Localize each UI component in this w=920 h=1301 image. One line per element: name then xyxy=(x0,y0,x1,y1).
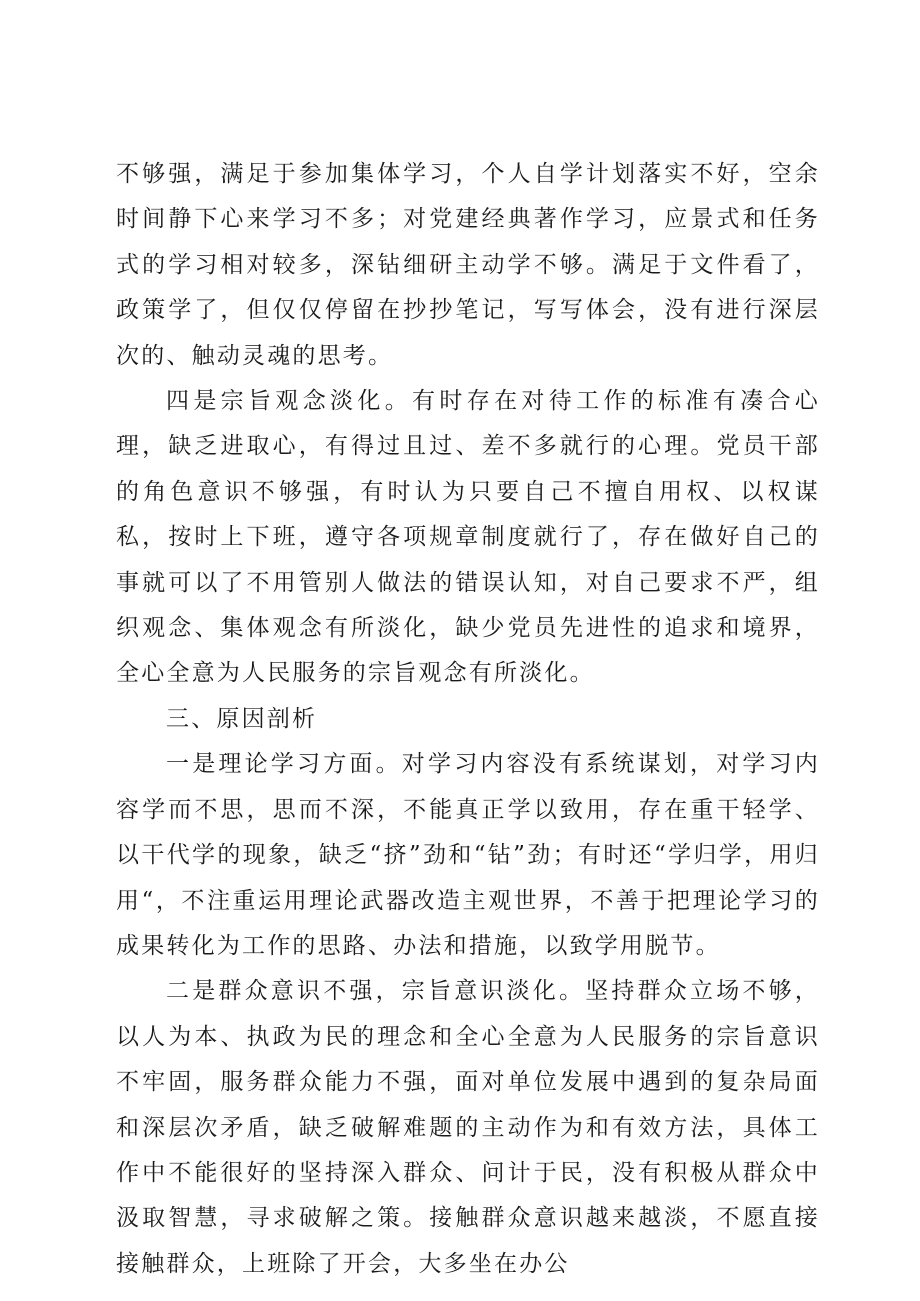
paragraph-mass-awareness: 二是群众意识不强，宗旨意识淡化。坚持群众立场不够，以人为本、执政为民的理念和全心全意为人民服务的宗旨意识不牢固，服务群众能力不强，面对单位发展中遇到的复杂局面和深层次矛盾，缺乏破解难题的主动作为和有效方法，具体工作中不能很好的坚持深入群众、问计于民，没有积极从群众中汲取智慧，寻求破解之策。接触群众意识越来越淡，不愿直接接触群众，上班除了开会，大多坐在办公 xyxy=(116,978,820,1277)
section-heading-cause-analysis: 三、原因剖析 xyxy=(166,705,318,732)
document-body xyxy=(116,152,820,1287)
paragraph-theory-study: 一是理论学习方面。对学习内容没有系统谋划，对学习内容学而不思，思而不深，不能真正学以致用，存在重干轻学、以干代学的现象，缺乏“挤”劲和“钻”劲；有时还“学归学，用归用“，不注重运用理论武器改造主观世界，不善于把理论学习的成果转化为工作的思路、办法和措施，以致学用脱节。 xyxy=(116,751,820,959)
paragraph-purpose-concept: 四是宗旨观念淡化。有时存在对待工作的标准有凑合心理，缺乏进取心，有得过且过、差不多就行的心理。党员干部的角色意识不够强，有时认为只要自己不擅自用权、以权谋私，按时上下班，遵守各项规章制度就行了，存在做好自己的事就可以了不用管别人做法的错误认知，对自己要求不严，组织观念、集体观念有所淡化，缺少党员先进性的追求和境界，全心全意为人民服务的宗旨观念有所淡化。 xyxy=(116,388,820,687)
paragraph-continuation: 不够强，满足于参加集体学习，个人自学计划落实不好，空余时间静下心来学习不多；对党建经典著作学习，应景式和任务式的学习相对较多，深钻细研主动学不够。满足于文件看了，政策学了，但仅仅停留在抄抄笔记，写写体会，没有进行深层次的、触动灵魂的思考。 xyxy=(116,161,820,369)
